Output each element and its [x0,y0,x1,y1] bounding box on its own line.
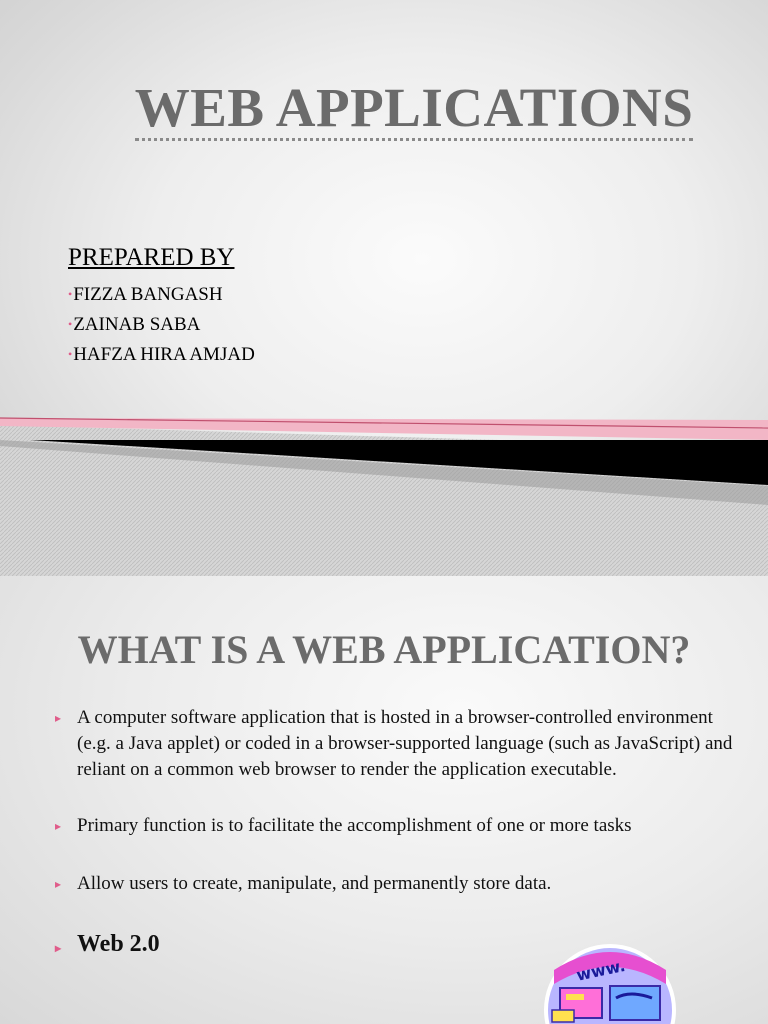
bullet-item: ▸ A computer software application that is hosted in a browser-controlled environment (e.g. a Java applet) or coded in a browser-supported language (such as JavaScript) and reliant on a common web browser to render the application executable. [55,707,733,780]
slide-title: WEB APPLICATIONS [0,76,768,139]
bullet-dot-icon: • [68,317,73,331]
www-globe-icon [540,940,680,1024]
author-item: •ZAINAB SABA [68,314,201,335]
arrow-bullet-icon: ▸ [55,819,62,833]
author-item: •FIZZA BANGASH [68,284,223,305]
bullet-item: ▸ Web 2.0 [55,931,745,957]
prepared-by-heading: PREPARED BY [68,244,235,271]
bullet-item: ▸ Allow users to create, manipulate, and permanently store data. [55,871,745,897]
slide-title: WHAT IS A WEB APPLICATION? [77,627,691,672]
arrow-bullet-icon: ▸ [55,877,62,891]
bullet-item: ▸ Primary function is to facilitate the accomplishment of one or more tasks [55,813,745,839]
arrow-bullet-icon: ▸ [55,941,62,955]
author-list [68,282,255,372]
svg-text:www.: www. [574,955,627,985]
bullet-dot-icon: • [68,347,73,361]
author-item: •HAFZA HIRA AMJAD [68,344,255,365]
arrow-bullet-icon: ▸ [55,711,62,725]
bullet-dot-icon: • [68,287,73,301]
bullet-list [55,705,745,957]
